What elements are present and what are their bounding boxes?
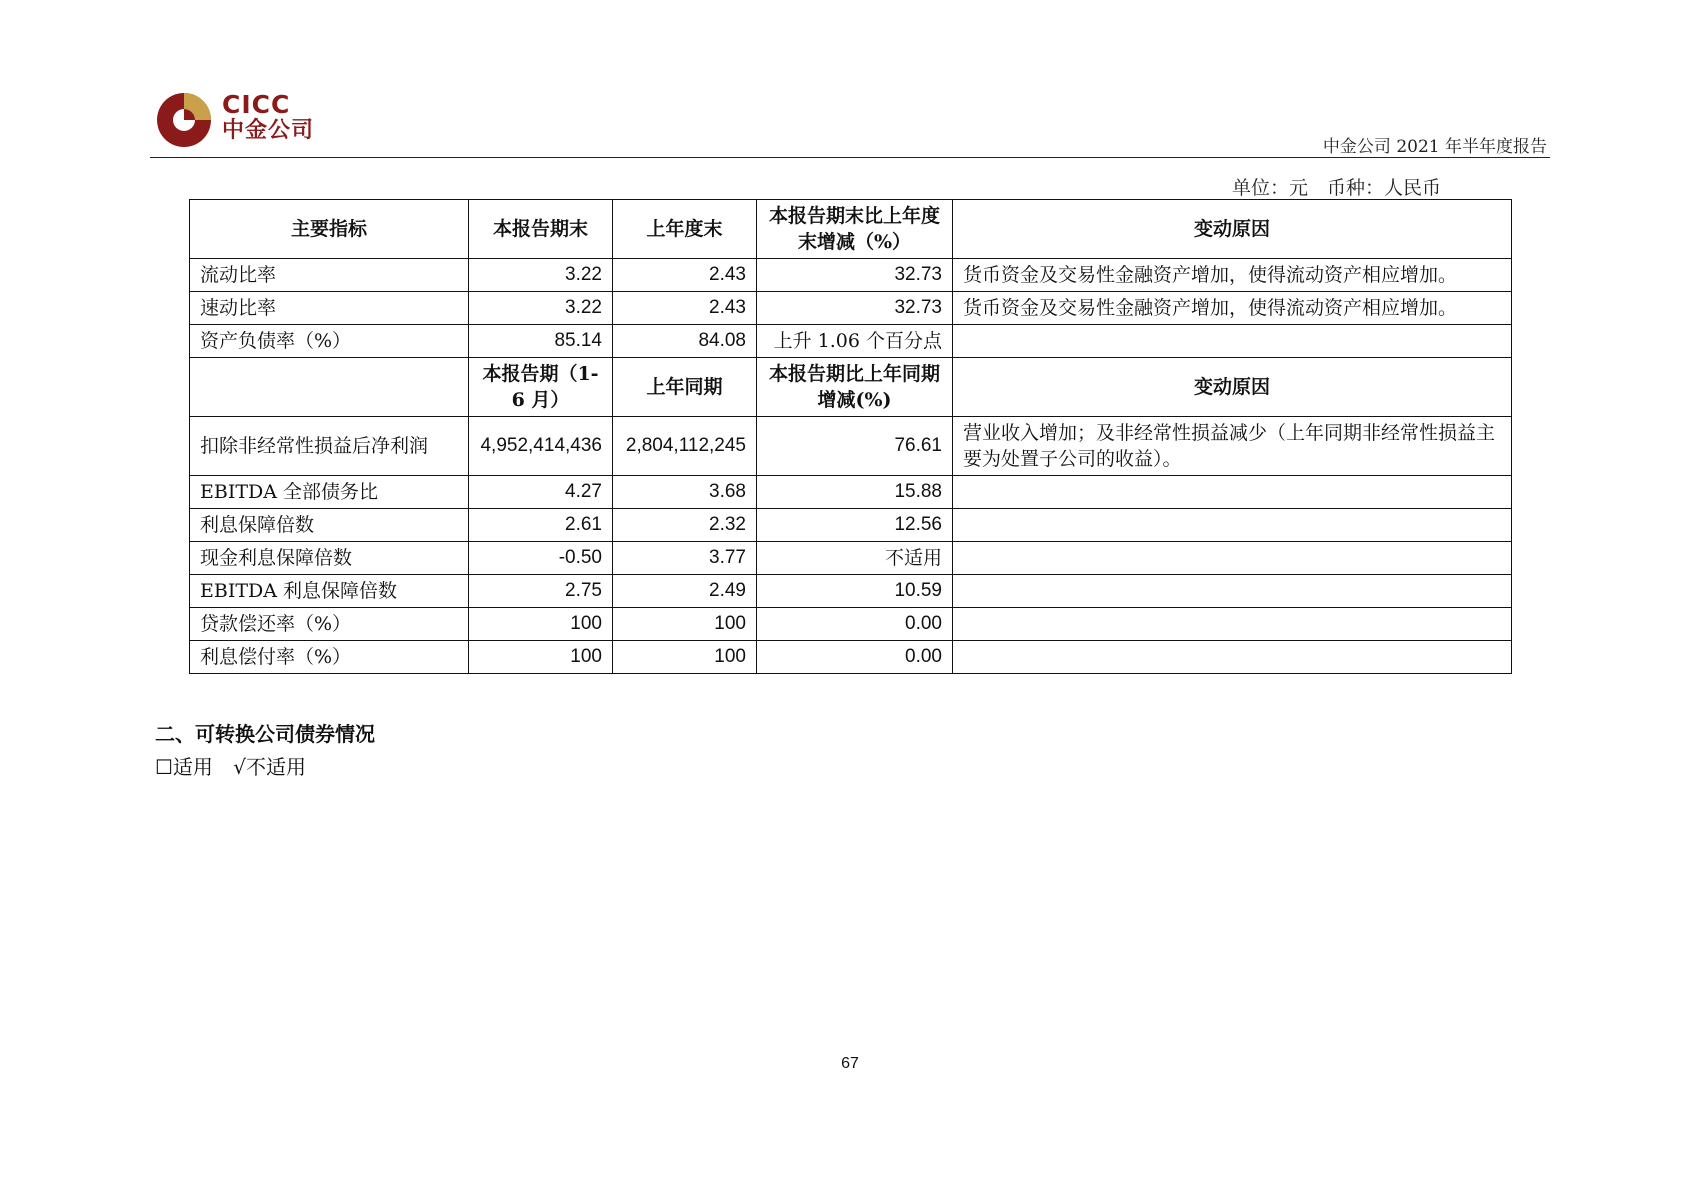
table-row <box>190 417 1512 476</box>
header-cell: 主要指标 <box>190 200 469 259</box>
table-header-row <box>190 358 1512 417</box>
value-change: 不适用 <box>757 542 953 575</box>
cicc-logo <box>156 90 326 150</box>
header-cell: 变动原因 <box>953 358 1512 417</box>
value-prior: 100 <box>613 608 757 641</box>
change-reason: 营业收入增加；及非经常性损益减少（上年同期非经常性损益主要为处置子公司的收益）。 <box>953 417 1512 476</box>
value-prior: 2.43 <box>613 259 757 292</box>
change-reason <box>953 575 1512 608</box>
indicator-name: 速动比率 <box>190 292 469 325</box>
value-current: 100 <box>469 608 613 641</box>
table-row <box>190 476 1512 509</box>
header-divider <box>150 157 1550 158</box>
value-current: 3.22 <box>469 259 613 292</box>
indicator-name: 扣除非经常性损益后净利润 <box>190 417 469 476</box>
change-reason: 货币资金及交易性金融资产增加，使得流动资产相应增加。 <box>953 259 1512 292</box>
value-change: 12.56 <box>757 509 953 542</box>
table-row <box>190 641 1512 674</box>
header-cell: 本报告期（1-6 月） <box>469 358 613 417</box>
value-change: 上升 1.06 个百分点 <box>757 325 953 358</box>
value-prior: 2,804,112,245 <box>613 417 757 476</box>
indicator-name: 资产负债率（%） <box>190 325 469 358</box>
option-applicable: ☐适用 <box>155 755 213 779</box>
change-reason <box>953 608 1512 641</box>
table-row <box>190 542 1512 575</box>
value-current: 2.75 <box>469 575 613 608</box>
table-row <box>190 259 1512 292</box>
report-header-title: 中金公司 2021 年半年度报告 <box>1322 137 1547 157</box>
change-reason: 货币资金及交易性金融资产增加，使得流动资产相应增加。 <box>953 292 1512 325</box>
value-current: 4.27 <box>469 476 613 509</box>
value-change: 10.59 <box>757 575 953 608</box>
change-reason <box>953 325 1512 358</box>
value-current: -0.50 <box>469 542 613 575</box>
value-prior: 3.68 <box>613 476 757 509</box>
value-change: 0.00 <box>757 641 953 674</box>
logo-text-en: CICC <box>222 90 291 119</box>
key-indicators-table <box>189 199 1512 674</box>
header-cell: 本报告期末比上年度末增减（%） <box>757 200 953 259</box>
value-current: 2.61 <box>469 509 613 542</box>
page-number: 67 <box>841 1055 859 1072</box>
change-reason <box>953 542 1512 575</box>
indicator-name: 现金利息保障倍数 <box>190 542 469 575</box>
change-reason <box>953 641 1512 674</box>
value-change: 15.88 <box>757 476 953 509</box>
table-row <box>190 575 1512 608</box>
header-cell <box>190 358 469 417</box>
value-current: 4,952,414,436 <box>469 417 613 476</box>
indicator-name: 流动比率 <box>190 259 469 292</box>
value-current: 100 <box>469 641 613 674</box>
applicability-options <box>155 751 320 780</box>
value-prior: 100 <box>613 641 757 674</box>
logo-text-cn: 中金公司 <box>222 118 315 143</box>
value-change: 32.73 <box>757 259 953 292</box>
table-row <box>190 509 1512 542</box>
indicator-name: EBITDA 利息保障倍数 <box>190 575 469 608</box>
header-cell: 上年同期 <box>613 358 757 417</box>
table-header-row <box>190 200 1512 259</box>
value-prior: 2.32 <box>613 509 757 542</box>
table-row <box>190 608 1512 641</box>
value-change: 76.61 <box>757 417 953 476</box>
value-current: 3.22 <box>469 292 613 325</box>
indicator-name: EBITDA 全部债务比 <box>190 476 469 509</box>
unit-currency-note: 单位：元 币种：人民币 <box>1232 177 1442 199</box>
indicator-name: 贷款偿还率（%） <box>190 608 469 641</box>
value-prior: 3.77 <box>613 542 757 575</box>
value-current: 85.14 <box>469 325 613 358</box>
section-title-convertible-bonds: 二、可转换公司债券情况 <box>155 722 375 746</box>
indicator-name: 利息保障倍数 <box>190 509 469 542</box>
change-reason <box>953 476 1512 509</box>
indicator-name: 利息偿付率（%） <box>190 641 469 674</box>
option-not-applicable: √不适用 <box>233 755 307 779</box>
cicc-logo-icon <box>156 92 212 148</box>
header-cell: 本报告期末 <box>469 200 613 259</box>
table-row <box>190 292 1512 325</box>
header-cell: 变动原因 <box>953 200 1512 259</box>
header-cell: 本报告期比上年同期增减(%) <box>757 358 953 417</box>
value-change: 0.00 <box>757 608 953 641</box>
value-prior: 2.43 <box>613 292 757 325</box>
value-prior: 2.49 <box>613 575 757 608</box>
value-prior: 84.08 <box>613 325 757 358</box>
change-reason <box>953 509 1512 542</box>
table-row <box>190 325 1512 358</box>
value-change: 32.73 <box>757 292 953 325</box>
header-cell: 上年度末 <box>613 200 757 259</box>
